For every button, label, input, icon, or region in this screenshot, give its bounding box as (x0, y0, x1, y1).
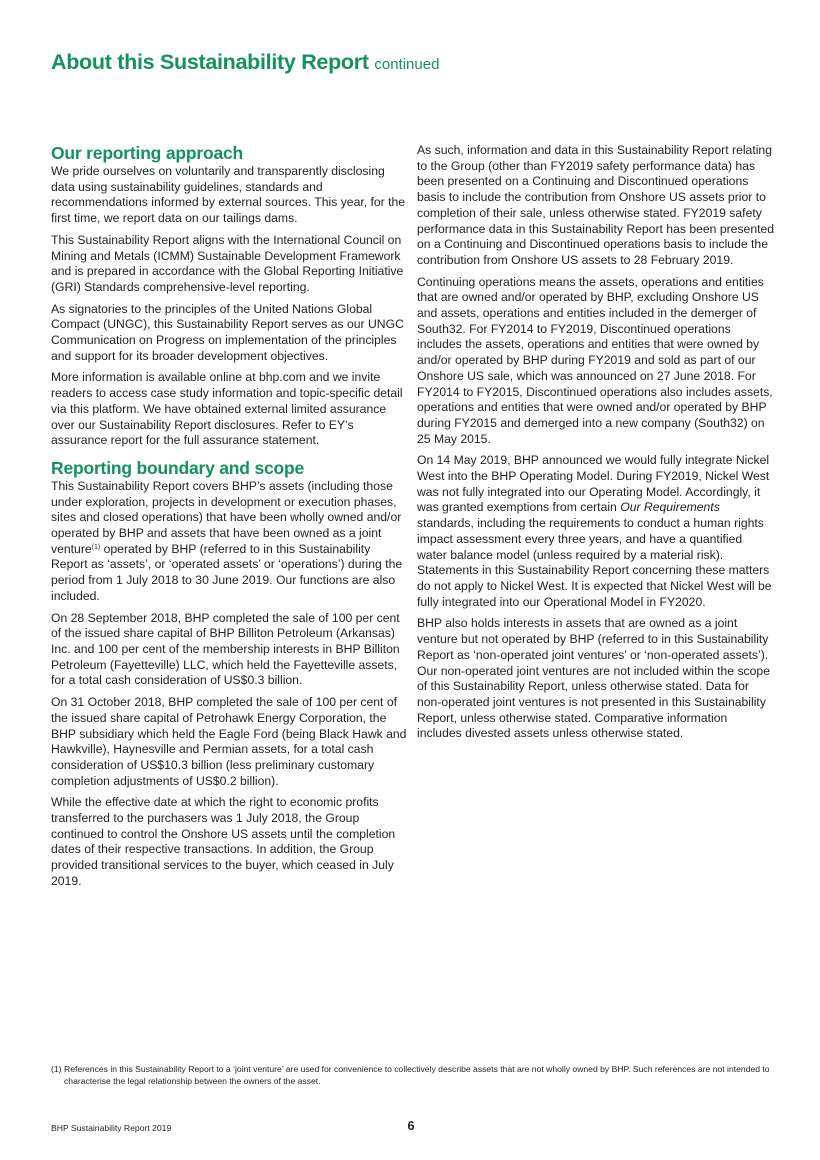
paragraph: More information is available online at bhp.com and we invite readers to access case study information and topic-specific detail via this platform. We have obtained external limited assurance over our Sustainability Report disclosures. Refer to EY’s assurance report for the full assurance statement. (51, 370, 403, 448)
paragraph-text: operated by BHP (referred to in this Sustainability Report as ‘assets’, or ‘operated assets’ or ‘operations’) during the period from 1 July 2018 to 30 June 2019. Our functions are also included. (51, 541, 403, 603)
page-title-suffix: continued (374, 56, 440, 73)
footnote (51, 1064, 771, 1087)
footnote-number: (1) (51, 1064, 62, 1074)
emphasized-text: Our Requirements (620, 500, 720, 515)
left-column (51, 143, 408, 896)
paragraph: BHP also holds interests in assets that are owned as a joint venture but not operated by BHP (referred to in this Sustainability Report as ‘non-operated joint ventures’ or ‘non-operated assets’). Our non-operated joint ventures are not included within the scope of this Sustainability Report, unless otherwise stated. Data for non-operated joint ventures is not presented in this Sustainability Report, unless otherwise stated. Comparative information includes divested assets unless otherwise stated. (417, 616, 770, 741)
section-heading-boundary-scope: Reporting boundary and scope (51, 457, 305, 478)
paragraph: While the effective date at which the right to economic profits transferred to the purchasers was 1 July 2018, the Group continued to control the Onshore US assets until the completion dates of their respective transactions. In addition, the Group provided transitional services to the buyer, which ceased in July 2019. (51, 795, 396, 888)
footnote-reference: (1) (91, 543, 101, 551)
paragraph: As such, information and data in this Sustainability Report relating to the Group (other than FY2019 safety performance data) has been presented on a Continuing and Discontinued operations basis to include the contribution from Onshore US assets prior to completion of their sale, unless otherwise stated. FY2019 safety performance data in this Sustainability Report has been presented on a Continuing and Discontinued operations basis to include the contribution from Onshore US assets to 28 February 2019. (417, 143, 775, 267)
paragraph: On 31 October 2018, BHP completed the sale of 100 per cent of the issued share capital of Petrohawk Energy Corporation, the BHP subsidiary which held the Eagle Ford (being Black Hawk and Hawkville), Haynesville and Permian assets, for a total cash consideration of US$10.3 billion (less preliminary customary completion adjustments of US$0.2 billion). (51, 695, 407, 788)
paragraph-text: On 14 May 2019, BHP announced we would fully integrate Nickel West into the BHP Operating Model. During FY2019, Nickel West was not fully integrated into our Operating Model. Accordingly, it was granted exemptions from certain (417, 453, 770, 515)
right-column (417, 143, 775, 748)
page-title (51, 50, 439, 75)
page-title-text: About this Sustainability Report (51, 50, 369, 74)
footnote-text: References in this Sustainability Report to a ‘joint venture’ are used for convenience to collectively describe assets that are not wholly owned by BHP. Such references are not intended to characterise the legal relationship between the owners of the asset. (64, 1064, 770, 1086)
paragraph-with-footnote (51, 479, 408, 605)
section-heading-reporting-approach: Our reporting approach (51, 143, 244, 163)
paragraph: On 28 September 2018, BHP completed the sale of 100 per cent of the issued share capital of BHP Billiton Petroleum (Arkansas) Inc. and 100 per cent of the membership interests in BHP Billiton Petroleum (Fayetteville) LLC, which held the Fayetteville assets, for a total cash consideration of US$0.3 billion. (51, 610, 400, 688)
paragraph-text: This Sustainability Report covers BHP’s assets (including those under exploration, projects in development or execution phases, sites and closed operations) that have been wholly owned and/or operated by BHP and assets that have been owned as a joint venture (51, 478, 402, 556)
paragraph: We pride ourselves on voluntarily and transparently disclosing data using sustainability guidelines, standards and recommendations informed by external sources. This year, for the first time, we report data on our tailings dams. (51, 164, 406, 226)
paragraph: As signatories to the principles of the United Nations Global Compact (UNGC), this Sustainability Report serves as our UNGC Communication on Progress on implementation of the principles and support for its broader development objectives. (51, 301, 404, 363)
footer-doc-name: BHP Sustainability Report 2019 (51, 1123, 172, 1133)
page-number: 6 (407, 1119, 415, 1133)
paragraph (417, 453, 775, 610)
paragraph: This Sustainability Report aligns with the International Council on Mining and Metals (ICMM) Sustainable Development Framework and is prepared in accordance with the Global Reporting Initiative (GRI) Standards comprehensive-level reporting. (51, 232, 404, 294)
paragraph-text: standards, including the requirements to conduct a human rights impact assessment every three years, and have a quantified water balance model (unless required by a material risk). Statements in this Sustainability Report concerning these matters do not apply to Nickel West. It is expected that Nickel West will be fully integrated into our Operational Model in FY2020. (417, 516, 772, 609)
paragraph: Continuing operations means the assets, operations and entities that are owned and/or operated by BHP, excluding Onshore US and assets, operations and entities included in the demerger of South32. For FY2014 to FY2019, Discontinued operations includes the assets, operations and entities that were owned by and/or operated by BHP during FY2019 and sold as part of our Onshore US sale, which was announced on 27 June 2018. For FY2014 to FY2015, Discontinued operations also includes assets, operations and entities that were owned and/or operated by BHP during FY2015 and demerged into a new company (South32) on 25 May 2015. (417, 274, 773, 446)
